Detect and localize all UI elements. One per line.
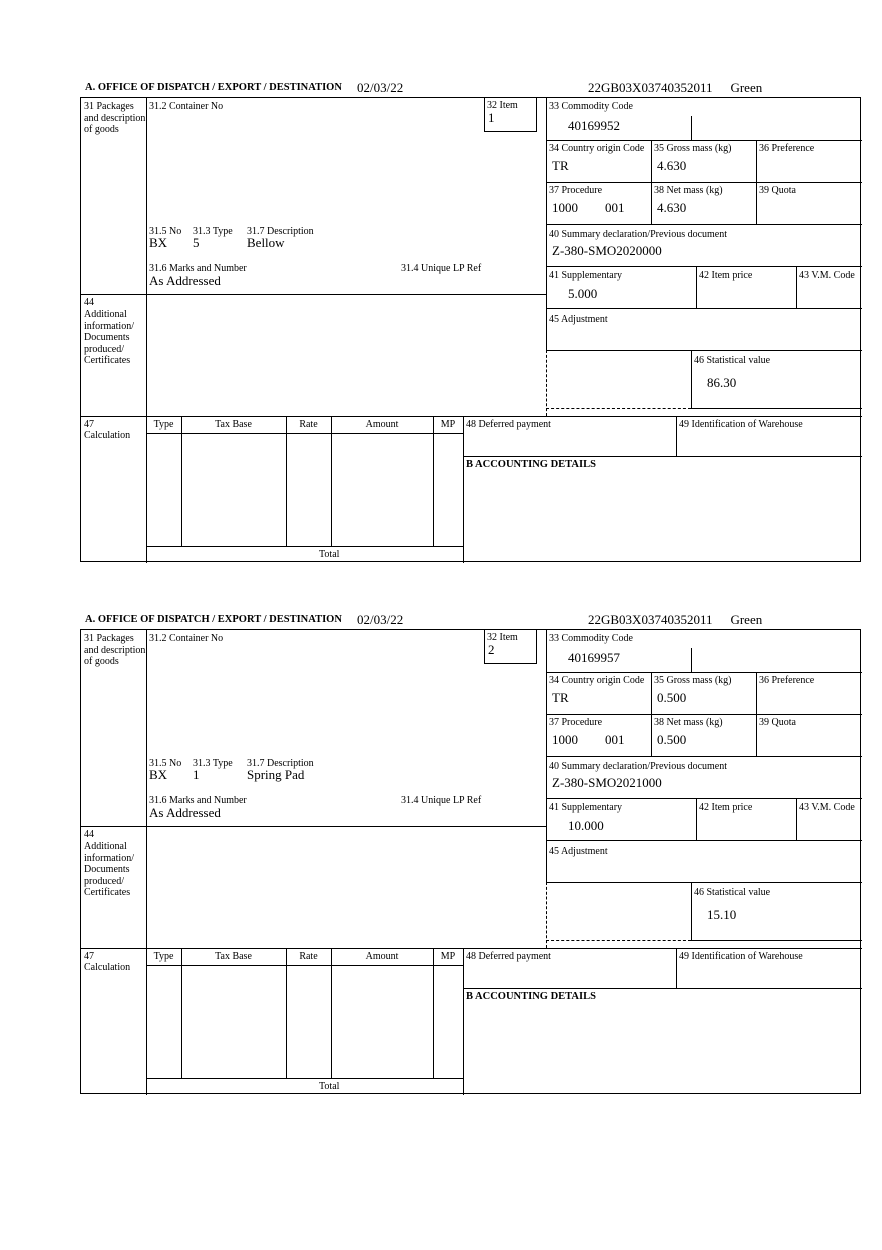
item-declaration-2 — [0, 612, 882, 1112]
box49-warehouse-label: 49 Identification of Warehouse — [679, 951, 803, 962]
divider-line — [146, 98, 147, 563]
divider-line — [691, 940, 862, 941]
gross-mass-value: 0.500 — [657, 690, 687, 705]
item-number-value: 2 — [488, 642, 495, 657]
box31-7-description-label: 31.7 Description — [247, 758, 314, 769]
divider-line — [463, 416, 464, 563]
box34-country-origin-label: 34 Country origin Code — [549, 675, 645, 686]
box38-net-mass-label: 38 Net mass (kg) — [654, 717, 723, 728]
procedure-value: 1000 — [552, 732, 578, 747]
divider-line — [286, 416, 287, 546]
dashed-divider-line — [546, 408, 691, 409]
box39-quota-label: 39 Quota — [759, 185, 796, 196]
calc-col-tax-base-header: Tax Base — [215, 951, 252, 962]
divider-line — [81, 294, 546, 295]
box33-commodity-code-label: 33 Commodity Code — [549, 101, 633, 112]
divider-line — [546, 266, 862, 267]
divider-line — [81, 416, 862, 417]
divider-line — [796, 798, 797, 840]
box31-2-container-no-label: 31.2 Container No — [149, 101, 224, 112]
box32-item-label: 32 Item — [487, 632, 518, 643]
item-number-value: 1 — [488, 110, 495, 125]
commodity-code-value: 40169952 — [568, 118, 620, 133]
divider-line — [546, 182, 862, 183]
box41-supplementary-label: 41 Supplementary — [549, 270, 623, 281]
box31-7-description-label: 31.7 Description — [247, 226, 314, 237]
box43-vm-code-label: 43 V.M. Code — [799, 270, 855, 281]
calc-col-tax-base-header: Tax Base — [215, 419, 252, 430]
package-type-value: 1 — [193, 767, 200, 782]
divider-line — [546, 756, 862, 757]
divider-line — [146, 546, 463, 547]
box44-additional-info-label: Additional information/ Documents produced/ Certificates — [84, 841, 134, 898]
box44-additional-info-label: Additional information/ Documents produced/ Certificates — [84, 309, 134, 366]
box48-deferred-payment-label: 48 Deferred payment — [466, 419, 551, 430]
statistical-value: 86.30 — [707, 375, 737, 390]
procedure-extra-value: 001 — [605, 732, 625, 747]
box31-2-container-no-label: 31.2 Container No — [149, 633, 224, 644]
divider-line — [331, 416, 332, 546]
divider-line — [546, 224, 862, 225]
declaration-date: 02/03/22 — [357, 612, 404, 627]
divider-line — [81, 826, 546, 827]
box36-preference-label: 36 Preference — [759, 143, 815, 154]
divider-line — [546, 882, 862, 883]
box45-adjustment-label: 45 Adjustment — [549, 314, 608, 325]
calc-col-amount-header: Amount — [365, 951, 399, 962]
movement-reference-number: 22GB03X03740352011 — [588, 80, 713, 95]
divider-line — [146, 630, 147, 1095]
box40-summary-declaration-label: 40 Summary declaration/Previous document — [549, 229, 728, 240]
divider-line — [546, 308, 862, 309]
office-of-dispatch-title: A. OFFICE OF DISPATCH / EXPORT / DESTINATION — [85, 614, 342, 625]
country-origin-value: TR — [552, 690, 569, 705]
box31-5-no-label: 31.5 No — [149, 758, 182, 769]
box31-5-no-label: 31.5 No — [149, 226, 182, 237]
box35-gross-mass-label: 35 Gross mass (kg) — [654, 675, 732, 686]
divider-line — [433, 948, 434, 1078]
divider-line — [546, 672, 862, 673]
marks-and-number-value: As Addressed — [149, 273, 221, 288]
divider-line — [691, 648, 692, 672]
routing-status: Green — [730, 80, 763, 95]
gross-mass-value: 4.630 — [657, 158, 687, 173]
divider-line — [546, 840, 862, 841]
package-type-value: 5 — [193, 235, 200, 250]
box32-item-label: 32 Item — [487, 100, 518, 111]
country-origin-value: TR — [552, 158, 569, 173]
declaration-date: 02/03/22 — [357, 80, 404, 95]
box38-net-mass-label: 38 Net mass (kg) — [654, 185, 723, 196]
divider-line — [463, 456, 862, 457]
net-mass-value: 4.630 — [657, 200, 687, 215]
box46-statistical-value-label: 46 Statistical value — [694, 887, 771, 898]
divider-line — [691, 350, 692, 408]
box31-3-type-label: 31.3 Type — [193, 758, 233, 769]
box34-country-origin-label: 34 Country origin Code — [549, 143, 645, 154]
supplementary-value: 5.000 — [568, 286, 598, 301]
commodity-code-value: 40169957 — [568, 650, 620, 665]
declaration-form-box — [80, 97, 861, 562]
box47-calculation-label: Calculation — [84, 430, 131, 441]
declaration-form-box — [80, 629, 861, 1094]
dashed-divider-line — [546, 882, 547, 948]
divider-line — [696, 266, 697, 308]
box45-adjustment-label: 45 Adjustment — [549, 846, 608, 857]
box31-4-unique-lp-ref-label: 31.4 Unique LP Ref — [401, 263, 482, 274]
divider-line — [696, 798, 697, 840]
divider-line — [146, 1078, 463, 1079]
box41-supplementary-label: 41 Supplementary — [549, 802, 623, 813]
divider-line — [691, 116, 692, 140]
calc-total-label: Total — [319, 1081, 340, 1092]
divider-line — [146, 965, 463, 966]
divider-line — [691, 882, 692, 940]
package-no-value: BX — [149, 767, 168, 782]
divider-line — [546, 140, 862, 141]
summary-declaration-value: Z-380-SMO2021000 — [552, 775, 662, 790]
divider-line — [796, 266, 797, 308]
movement-reference-number: 22GB03X03740352011 — [588, 612, 713, 627]
divider-line — [433, 416, 434, 546]
supplementary-value: 10.000 — [568, 818, 604, 833]
box43-vm-code-label: 43 V.M. Code — [799, 802, 855, 813]
package-description-value: Spring Pad — [247, 767, 305, 782]
box48-deferred-payment-label: 48 Deferred payment — [466, 951, 551, 962]
box33-commodity-code-label: 33 Commodity Code — [549, 633, 633, 644]
dashed-divider-line — [546, 940, 691, 941]
office-of-dispatch-title: A. OFFICE OF DISPATCH / EXPORT / DESTINATION — [85, 82, 342, 93]
calc-col-rate-header: Rate — [299, 419, 318, 430]
package-description-value: Bellow — [247, 235, 285, 250]
procedure-extra-value: 001 — [605, 200, 625, 215]
divider-line — [146, 433, 463, 434]
box31-packages-label: 31 Packages and description of goods — [84, 101, 146, 135]
box31-4-unique-lp-ref-label: 31.4 Unique LP Ref — [401, 795, 482, 806]
box47-calculation-label: Calculation — [84, 962, 131, 973]
calc-total-label: Total — [319, 549, 340, 560]
box31-6-marks-label: 31.6 Marks and Number — [149, 263, 247, 274]
divider-line — [691, 408, 862, 409]
divider-line — [286, 948, 287, 1078]
box31-3-type-label: 31.3 Type — [193, 226, 233, 237]
divider-line — [81, 948, 862, 949]
declaration-reference-group — [588, 612, 762, 628]
calc-col-rate-header: Rate — [299, 951, 318, 962]
dashed-divider-line — [546, 350, 547, 416]
box36-preference-label: 36 Preference — [759, 675, 815, 686]
item-declaration-1 — [0, 80, 882, 580]
divider-line — [181, 948, 182, 1078]
box46-statistical-value-label: 46 Statistical value — [694, 355, 771, 366]
box44-number-label: 44 — [84, 297, 94, 308]
procedure-value: 1000 — [552, 200, 578, 215]
divider-line — [463, 948, 464, 1095]
accounting-details-label: B ACCOUNTING DETAILS — [466, 459, 596, 470]
box42-item-price-label: 42 Item price — [699, 270, 753, 281]
box49-warehouse-label: 49 Identification of Warehouse — [679, 419, 803, 430]
statistical-value: 15.10 — [707, 907, 737, 922]
box35-gross-mass-label: 35 Gross mass (kg) — [654, 143, 732, 154]
marks-and-number-value: As Addressed — [149, 805, 221, 820]
box37-procedure-label: 37 Procedure — [549, 185, 603, 196]
box42-item-price-label: 42 Item price — [699, 802, 753, 813]
divider-line — [676, 416, 677, 456]
divider-line — [331, 948, 332, 1078]
calc-col-mp-header: MP — [440, 419, 456, 430]
divider-line — [181, 416, 182, 546]
divider-line — [676, 948, 677, 988]
declaration-reference-group — [588, 80, 762, 96]
box44-number-label: 44 — [84, 829, 94, 840]
calc-col-type-header: Type — [153, 951, 174, 962]
box31-6-marks-label: 31.6 Marks and Number — [149, 795, 247, 806]
divider-line — [546, 714, 862, 715]
routing-status: Green — [730, 612, 763, 627]
net-mass-value: 0.500 — [657, 732, 687, 747]
box31-packages-label: 31 Packages and description of goods — [84, 633, 146, 667]
calc-col-type-header: Type — [153, 419, 174, 430]
box39-quota-label: 39 Quota — [759, 717, 796, 728]
accounting-details-label: B ACCOUNTING DETAILS — [466, 991, 596, 1002]
divider-line — [463, 988, 862, 989]
box47-number-label: 47 — [84, 951, 94, 962]
calc-col-mp-header: MP — [440, 951, 456, 962]
summary-declaration-value: Z-380-SMO2020000 — [552, 243, 662, 258]
box40-summary-declaration-label: 40 Summary declaration/Previous document — [549, 761, 728, 772]
box47-number-label: 47 — [84, 419, 94, 430]
calc-col-amount-header: Amount — [365, 419, 399, 430]
divider-line — [546, 798, 862, 799]
package-no-value: BX — [149, 235, 168, 250]
divider-line — [546, 350, 862, 351]
box37-procedure-label: 37 Procedure — [549, 717, 603, 728]
